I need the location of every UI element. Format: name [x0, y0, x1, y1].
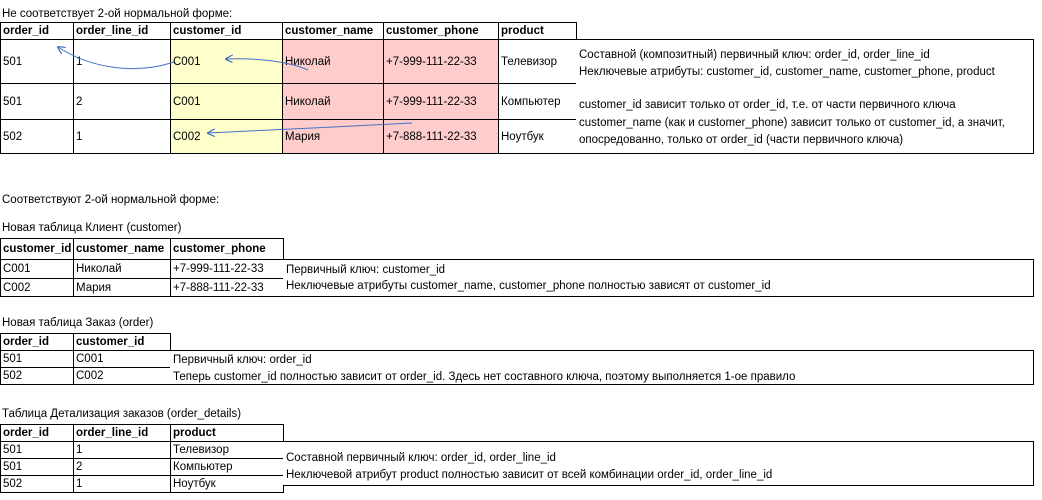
- note-line: Составной первичный ключ: order_id, order_line_id: [286, 452, 556, 464]
- note-line: customer_id зависит только от order_id, т.е. от части первичного ключа: [579, 99, 956, 111]
- cell: Николай: [283, 40, 384, 84]
- header-order-id: order_id: [1, 23, 74, 40]
- header-customer-id: customer_id: [74, 334, 171, 351]
- customer-notes: [283, 259, 1034, 297]
- header-customer-name: customer_name: [283, 23, 384, 40]
- header-order-id: order_id: [1, 334, 74, 351]
- cell: +7-999-111-22-33: [171, 260, 284, 279]
- cell: C002: [1, 279, 74, 297]
- note-line: Теперь customer_id полностью зависит от order_id. Здесь нет составного ключа, поэтому выполняется 1-ое правило: [173, 371, 796, 383]
- table-row: [1, 40, 577, 84]
- cell: 501: [1, 351, 74, 368]
- customer-table-title: Новая таблица Клиент (customer): [2, 222, 182, 234]
- cell: C001: [1, 260, 74, 279]
- table-row: [1, 84, 577, 120]
- note-line: Неключевые атрибуты: customer_id, customer_name, customer_phone, product: [579, 66, 995, 78]
- order-table: [0, 333, 171, 385]
- cell: C001: [74, 351, 171, 368]
- cell: 2: [74, 84, 171, 120]
- cell: Телевизор: [171, 442, 284, 459]
- cell: 2: [74, 459, 171, 476]
- cell: C001: [171, 40, 283, 84]
- cell: 502: [1, 368, 74, 385]
- customer-table: [0, 238, 284, 297]
- cell: Николай: [283, 84, 384, 120]
- cell: 501: [1, 459, 74, 476]
- cell: Николай: [74, 260, 171, 279]
- cell: Телевизор: [499, 40, 577, 84]
- section2-title: Соответствуют 2-ой нормальной форме:: [2, 194, 220, 206]
- header-order-id: order_id: [1, 425, 74, 442]
- note-line: Составной (композитный) первичный ключ: order_id, order_line_id: [579, 49, 930, 61]
- header-customer-phone: customer_phone: [384, 23, 499, 40]
- cell: 1: [74, 120, 171, 154]
- non-2nf-notes: [576, 39, 1034, 154]
- table-row: [1, 459, 284, 476]
- note-line: Первичный ключ: order_id: [173, 354, 312, 366]
- cell: 1: [74, 476, 171, 493]
- section1-title: Не соответствует 2-ой нормальной форме:: [2, 8, 233, 20]
- note-line: Неключевой атрибут product полностью зависит от всей комбинации order_id, order_line_id: [286, 469, 773, 481]
- table-row: [1, 351, 171, 368]
- note-line: опосредованно, только от order_id (части первичного ключа): [579, 134, 904, 146]
- cell: 1: [74, 442, 171, 459]
- cell: 502: [1, 120, 74, 154]
- cell: Мария: [283, 120, 384, 154]
- order-details-table: [0, 424, 284, 493]
- cell: Компьютер: [499, 84, 577, 120]
- cell: +7-999-111-22-33: [384, 40, 499, 84]
- note-line: Первичный ключ: customer_id: [286, 264, 446, 276]
- cell: 1: [74, 40, 171, 84]
- cell: Мария: [74, 279, 171, 297]
- table-row: [1, 476, 284, 493]
- header-order-line-id: order_line_id: [74, 425, 171, 442]
- header-customer-id: customer_id: [1, 239, 74, 260]
- table-row: [1, 260, 284, 279]
- header-customer-name: customer_name: [74, 239, 171, 260]
- cell: Ноутбук: [171, 476, 284, 493]
- header-product: product: [171, 425, 284, 442]
- cell: +7-888-111-22-33: [384, 120, 499, 154]
- table-row: [1, 368, 171, 385]
- table-row: [1, 279, 284, 297]
- cell: C002: [74, 368, 171, 385]
- cell: +7-999-111-22-33: [384, 84, 499, 120]
- cell: 502: [1, 476, 74, 493]
- header-customer-phone: customer_phone: [171, 239, 284, 260]
- table-row: [1, 442, 284, 459]
- cell: 501: [1, 84, 74, 120]
- order-notes: [170, 350, 1034, 385]
- details-notes: [283, 441, 1034, 486]
- cell: Компьютер: [171, 459, 284, 476]
- non-2nf-table: [0, 22, 577, 154]
- order-table-title: Новая таблица Заказ (order): [2, 317, 154, 329]
- note-line: customer_name (как и customer_phone) зависит только от customer_id, а значит,: [579, 117, 1005, 129]
- cell: +7-888-111-22-33: [171, 279, 284, 297]
- header-order-line-id: order_line_id: [74, 23, 171, 40]
- note-line: Неключевые атрибуты customer_name, customer_phone полностью зависят от customer_id: [286, 280, 771, 292]
- cell: Ноутбук: [499, 120, 577, 154]
- table-row: [1, 120, 577, 154]
- header-product: product: [499, 23, 577, 40]
- cell: 501: [1, 442, 74, 459]
- cell: 501: [1, 40, 74, 84]
- cell: C001: [171, 84, 283, 120]
- details-table-title: Таблица Детализация заказов (order_details): [2, 408, 242, 420]
- cell: C002: [171, 120, 283, 154]
- header-customer-id: customer_id: [171, 23, 283, 40]
